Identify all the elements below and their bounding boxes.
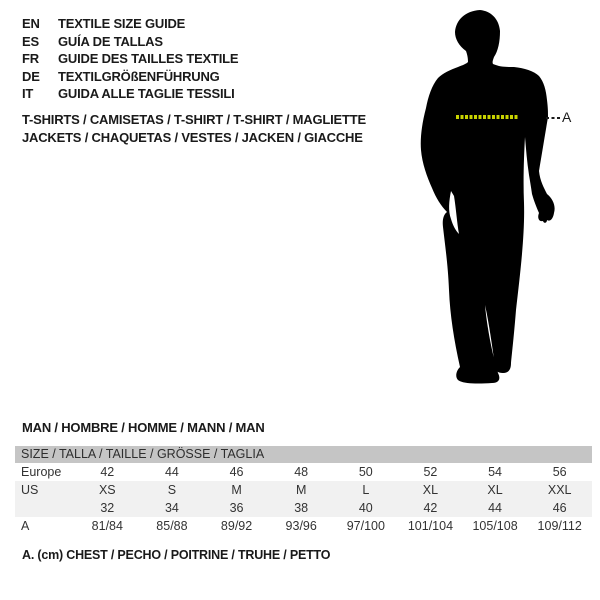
size-cell: 36 — [229, 501, 244, 515]
size-cell: 52 — [423, 465, 438, 479]
size-cell: 44 — [164, 465, 179, 479]
lang-code: DE — [22, 68, 40, 84]
lang-label: TEXTILGRÖßENFÜHRUNG — [58, 68, 220, 84]
table-row-chest-cm — [15, 517, 592, 535]
row-label — [15, 499, 75, 517]
size-cell: 44 — [488, 501, 503, 515]
man-silhouette-icon — [408, 5, 568, 400]
table-row-us-numeric — [15, 499, 592, 517]
size-cell: 34 — [164, 501, 179, 515]
category-line-tshirts: T-SHIRTS / CAMISETAS / T-SHIRT / T-SHIRT / MAGLIETTE — [22, 112, 366, 127]
size-cell: 97/100 — [346, 519, 385, 533]
measurement-footnote: A. (cm) CHEST / PECHO / POITRINE / TRUHE / PETTO — [22, 548, 331, 562]
size-table-header: SIZE / TALLA / TAILLE / GRÖSSE / TAGLIA — [15, 446, 592, 463]
size-cell: 38 — [294, 501, 309, 515]
lang-label: GUIDE DES TAILLES TEXTILE — [58, 51, 239, 66]
measure-leader-dashes — [546, 117, 561, 119]
lang-label: GUIDA ALLE TAGLIE TESSILI — [58, 86, 235, 101]
man-silhouette-figure — [408, 5, 572, 400]
size-cell: XL — [487, 483, 503, 497]
size-cell: XL — [422, 483, 439, 497]
lang-label: TEXTILE SIZE GUIDE — [58, 16, 186, 31]
size-cell: XXL — [547, 483, 572, 497]
row-label: US — [21, 483, 39, 497]
size-cell: 46 — [552, 501, 567, 515]
size-cell: M — [295, 483, 307, 497]
section-title-man: MAN / HOMBRE / HOMME / MANN / MAN — [22, 420, 265, 435]
category-line-jackets: JACKETS / CHAQUETAS / VESTES / JACKEN / GIACCHE — [22, 130, 363, 145]
measure-label-a: A — [562, 109, 572, 125]
size-cell: M — [231, 483, 242, 497]
lang-code: ES — [22, 33, 39, 49]
size-cell: 46 — [229, 465, 244, 479]
category-list — [22, 111, 366, 147]
size-cell: L — [362, 483, 370, 497]
table-row-us — [15, 481, 592, 499]
lang-row-fr — [22, 50, 238, 68]
size-cell: 81/84 — [91, 519, 123, 533]
lang-row-es — [22, 33, 238, 51]
row-label: A — [21, 519, 30, 533]
size-cell: 42 — [100, 465, 115, 479]
size-cell: 105/108 — [472, 519, 518, 533]
lang-code: EN — [22, 16, 40, 31]
row-label: Europe — [21, 465, 62, 479]
size-cell: 32 — [100, 501, 115, 515]
size-cell: 56 — [552, 465, 567, 479]
lang-code: IT — [22, 86, 34, 101]
size-cell: S — [167, 483, 177, 497]
size-cell: 48 — [294, 465, 309, 479]
size-cell: XS — [98, 483, 116, 497]
lang-code: FR — [22, 51, 39, 66]
lang-row-en — [22, 15, 238, 33]
lang-label: GUÍA DE TALLAS — [58, 33, 163, 49]
language-list — [22, 15, 238, 103]
size-cell: 50 — [358, 465, 373, 479]
size-cell: 54 — [488, 465, 503, 479]
size-table — [15, 446, 592, 535]
size-cell: 40 — [358, 501, 373, 515]
size-cell: 101/104 — [407, 519, 454, 533]
size-cell: 93/96 — [285, 519, 317, 533]
chest-measure-dashes — [456, 115, 518, 119]
size-cell: 85/88 — [156, 519, 188, 533]
size-cell: 109/112 — [537, 519, 582, 533]
lang-row-de — [22, 68, 238, 86]
size-cell: 89/92 — [220, 519, 253, 533]
lang-row-it — [22, 85, 238, 103]
table-row-europe — [15, 463, 592, 481]
size-cell: 42 — [423, 501, 438, 515]
